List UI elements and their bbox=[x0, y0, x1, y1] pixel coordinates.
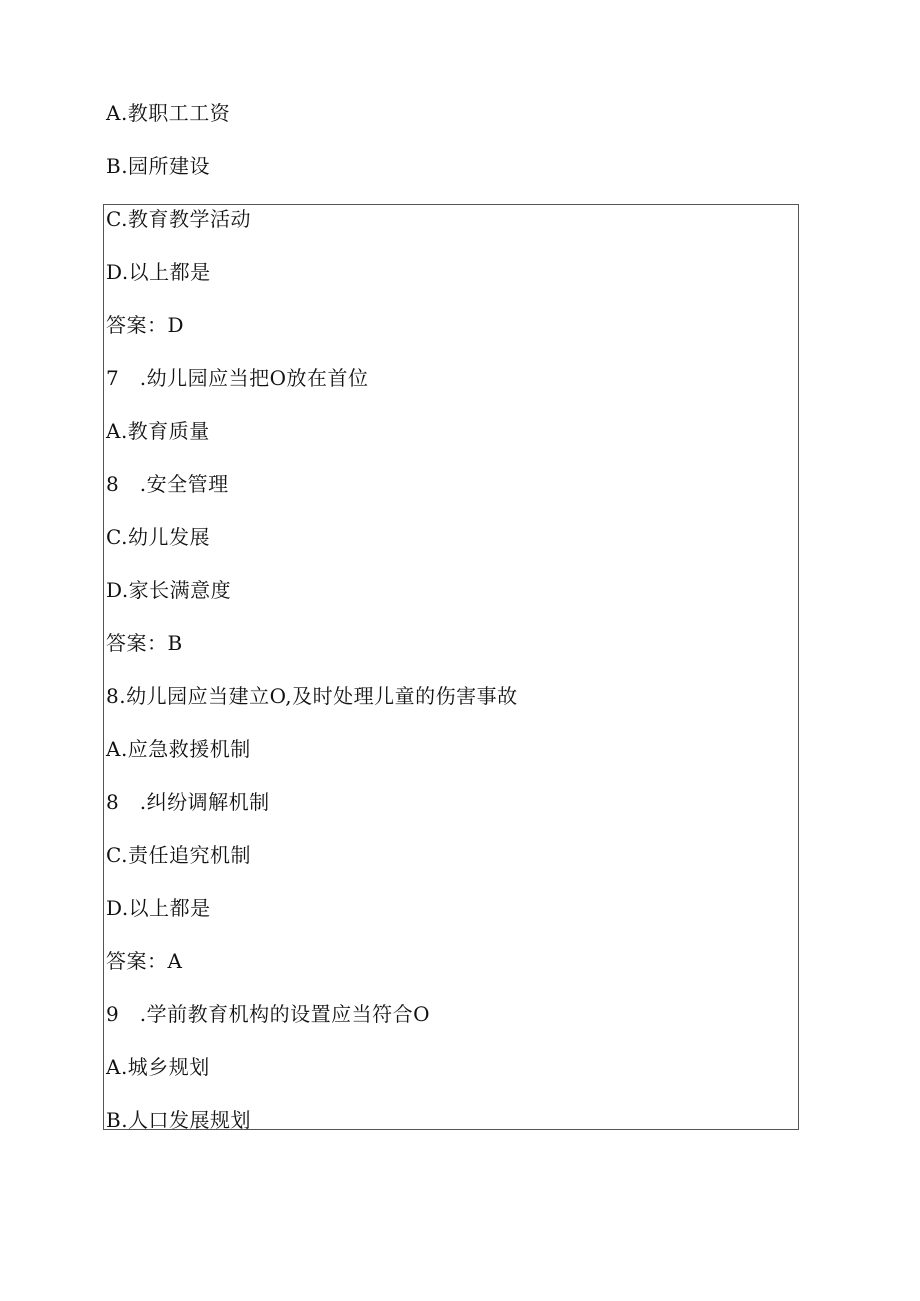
option-line: B.人口发展规划 bbox=[106, 1108, 252, 1132]
option-line: D.家长满意度 bbox=[106, 578, 232, 602]
option-line: 8 .纠纷调解机制 bbox=[106, 790, 270, 814]
option-line: A.教职工工资 bbox=[106, 101, 231, 125]
question-line: 7 .幼儿园应当把O放在首位 bbox=[106, 366, 369, 390]
option-line: B.园所建设 bbox=[106, 154, 211, 178]
option-line: C.教育教学活动 bbox=[106, 207, 251, 231]
answer-line: 答案：B bbox=[106, 631, 183, 655]
option-line: C.责任追究机制 bbox=[106, 843, 251, 867]
option-line: 8 .安全管理 bbox=[106, 472, 229, 496]
option-line: A.教育质量 bbox=[106, 419, 210, 443]
option-line: D.以上都是 bbox=[106, 896, 211, 920]
content-frame bbox=[103, 204, 799, 1130]
option-line: C.幼儿发展 bbox=[106, 525, 210, 549]
option-line: A.城乡规划 bbox=[106, 1055, 210, 1079]
option-line: A.应急救援机制 bbox=[106, 737, 251, 761]
answer-line: 答案：A bbox=[106, 949, 183, 973]
question-line: 8.幼儿园应当建立O,及时处理儿童的伤害事故 bbox=[106, 684, 518, 708]
option-line: D.以上都是 bbox=[106, 260, 211, 284]
answer-line: 答案：D bbox=[106, 313, 185, 337]
question-line: 9 .学前教育机构的设置应当符合O bbox=[106, 1002, 430, 1026]
